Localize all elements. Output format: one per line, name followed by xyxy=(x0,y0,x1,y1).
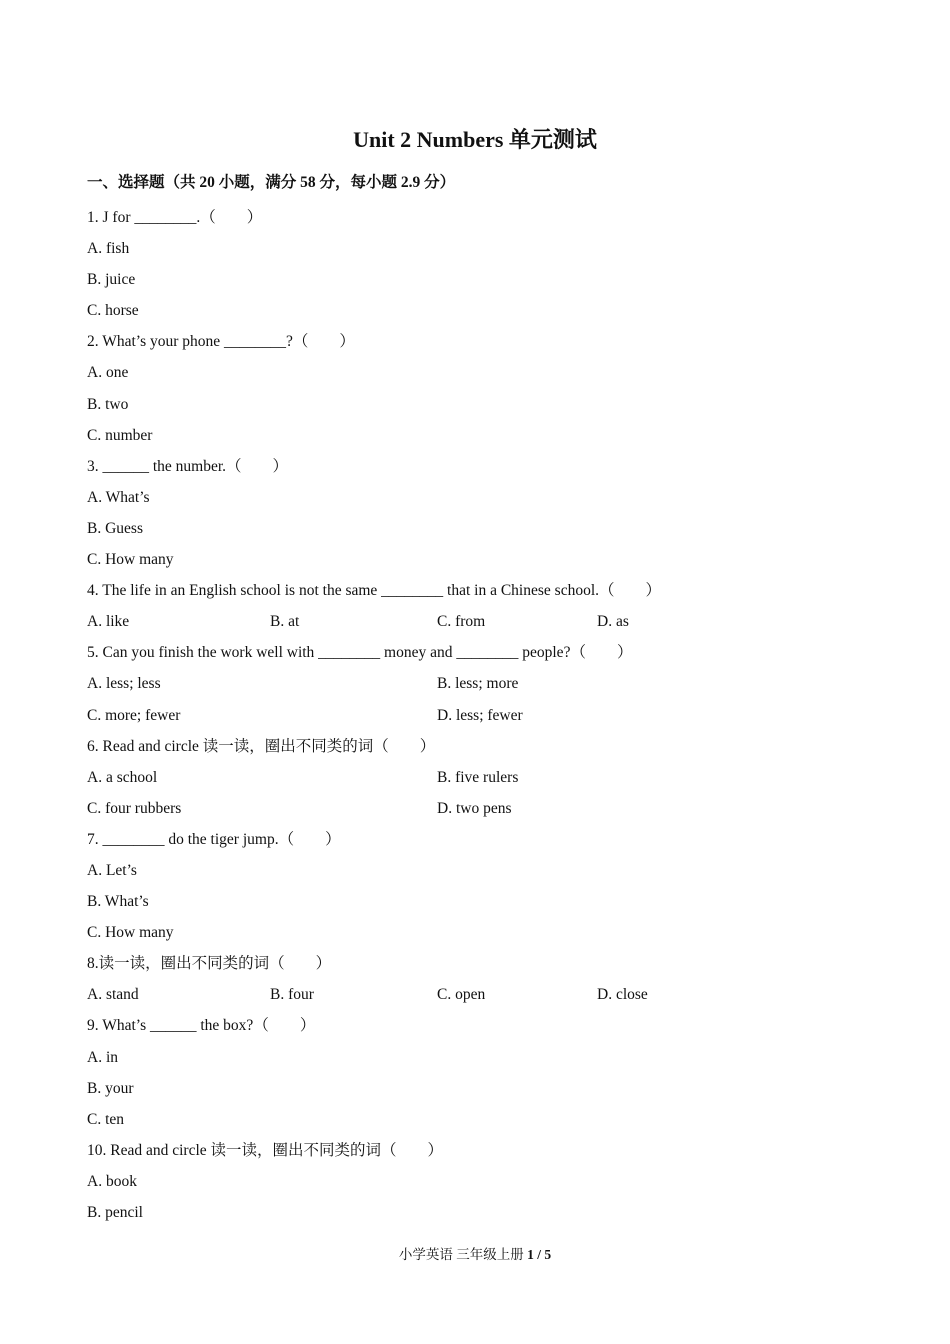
question-stem: 10. Read and circle 读一读，圈出不同类的词（ ） xyxy=(87,1141,444,1159)
answer-option: A. like xyxy=(87,613,130,631)
option-row xyxy=(87,765,887,796)
option-row xyxy=(87,1045,887,1076)
page-total: 5 xyxy=(544,1247,552,1262)
footer-text: 小学英语 三年级上册 xyxy=(398,1247,528,1262)
answer-option: D. as xyxy=(597,613,629,631)
answer-option: C. four rubbers xyxy=(87,799,182,817)
answer-option: C. more; fewer xyxy=(87,706,181,724)
answer-option: C. horse xyxy=(87,302,139,320)
question-list xyxy=(87,205,887,1231)
option-row xyxy=(87,671,887,702)
section-heading: 一、选择题（共 20 小题，满分 58 分，每小题 2.9 分） xyxy=(87,174,456,191)
answer-option: B. pencil xyxy=(87,1204,143,1221)
answer-option: D. two pens xyxy=(437,799,512,817)
option-row xyxy=(87,982,887,1013)
page-title: Unit 2 Numbers 单元测试 xyxy=(353,127,597,152)
option-row xyxy=(87,547,887,578)
option-row xyxy=(87,889,887,920)
option-row xyxy=(87,858,887,889)
option-row xyxy=(87,236,887,267)
page-footer xyxy=(0,1245,950,1265)
answer-option: B. five rulers xyxy=(437,768,519,786)
option-row xyxy=(87,1076,887,1107)
question-stem: 4. The life in an English school is not the same ________ that in a Chinese school.（ ） xyxy=(87,582,661,600)
answer-option: B. What’s xyxy=(87,893,149,911)
page-separator: / xyxy=(533,1247,545,1262)
answer-option: A. What’s xyxy=(87,488,150,506)
answer-option: A. less; less xyxy=(87,675,161,693)
answer-option: C. How many xyxy=(87,551,174,569)
answer-option: C. How many xyxy=(87,924,174,942)
option-row xyxy=(87,703,887,734)
page-current: 1 xyxy=(527,1247,534,1262)
question-stem: 7. ________ do the tiger jump.（ ） xyxy=(87,830,341,848)
answer-option: C. from xyxy=(437,613,486,631)
answer-option: B. your xyxy=(87,1079,134,1097)
answer-option: D. close xyxy=(597,986,648,1004)
answer-option: A. Let’s xyxy=(87,861,137,879)
option-row xyxy=(87,298,887,329)
question-stem: 6. Read and circle 读一读，圈出不同类的词（ ） xyxy=(87,737,436,755)
option-row xyxy=(87,392,887,423)
option-row xyxy=(87,516,887,547)
answer-option: B. juice xyxy=(87,271,136,289)
question-stem: 9. What’s ______ the box?（ ） xyxy=(87,1017,316,1035)
answer-option: A. fish xyxy=(87,240,130,258)
answer-option: A. one xyxy=(87,364,129,382)
option-row xyxy=(87,1169,887,1200)
option-row xyxy=(87,1200,887,1231)
answer-option: B. Guess xyxy=(87,519,143,537)
answer-option: C. ten xyxy=(87,1110,125,1128)
question-stem: 3. ______ the number.（ ） xyxy=(87,457,289,475)
answer-option: D. less; fewer xyxy=(437,706,523,724)
option-row xyxy=(87,796,887,827)
option-row xyxy=(87,267,887,298)
answer-option: A. in xyxy=(87,1048,118,1066)
question-stem: 5. Can you finish the work well with ________ money and ________ people?（ ） xyxy=(87,644,633,662)
option-row xyxy=(87,360,887,391)
question-stem: 2. What’s your phone ________?（ ） xyxy=(87,333,355,351)
option-row xyxy=(87,423,887,454)
answer-option: B. four xyxy=(270,986,314,1004)
answer-option: A. stand xyxy=(87,986,139,1004)
option-row xyxy=(87,1107,887,1138)
answer-option: C. number xyxy=(87,426,153,444)
answer-option: B. at xyxy=(270,613,300,631)
answer-option: B. two xyxy=(87,395,129,413)
option-row xyxy=(87,609,887,640)
option-row xyxy=(87,920,887,951)
answer-option: B. less; more xyxy=(437,675,519,693)
answer-option: A. a school xyxy=(87,768,158,786)
question-stem: 8.读一读，圈出不同类的词（ ） xyxy=(87,955,332,973)
question-stem: 1. J for ________.（ ） xyxy=(87,209,263,226)
option-row xyxy=(87,485,887,516)
answer-option: A. book xyxy=(87,1172,137,1190)
answer-option: C. open xyxy=(437,986,486,1004)
